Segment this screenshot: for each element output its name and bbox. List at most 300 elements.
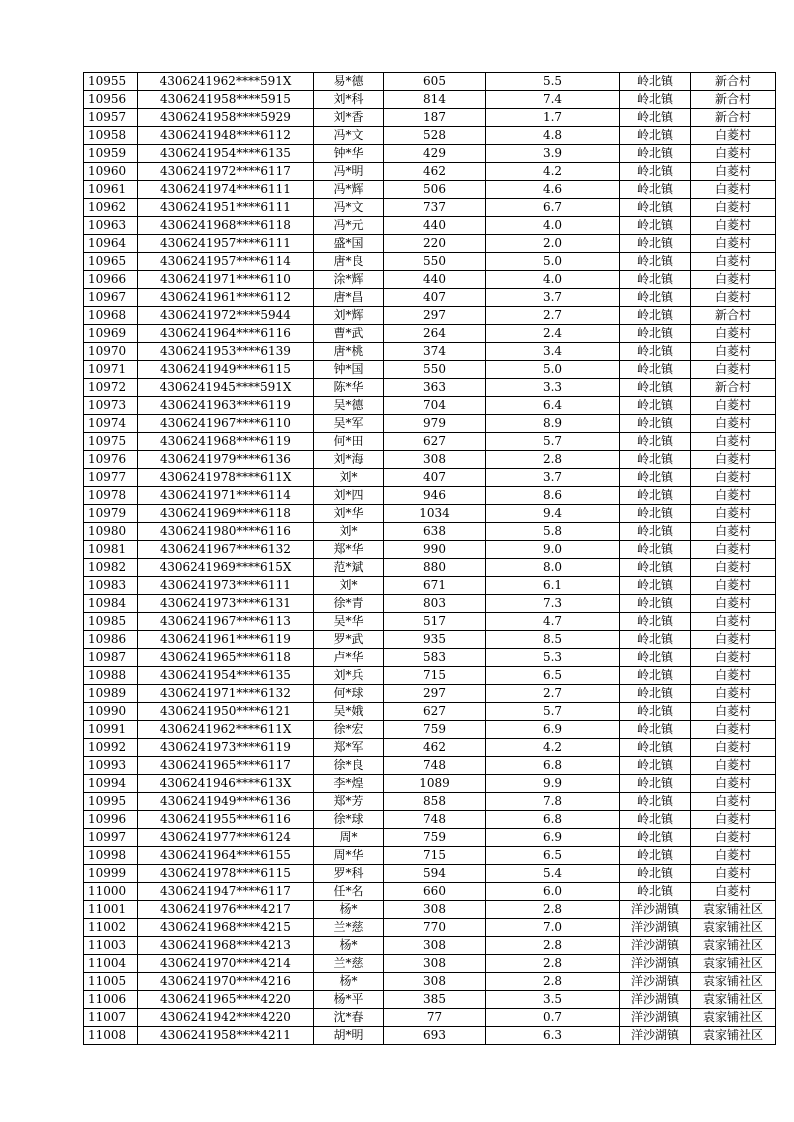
name-cell: 吴*娥 (314, 703, 384, 721)
village-cell: 袁家铺社区 (691, 901, 776, 919)
serial-number-cell: 10978 (84, 487, 138, 505)
table-row (84, 847, 776, 865)
table-row (84, 631, 776, 649)
name-cell: 唐*昌 (314, 289, 384, 307)
records-table-body (84, 73, 776, 1045)
table-row (84, 757, 776, 775)
amount-cell: 550 (384, 361, 486, 379)
id-number-cell: 4306241945****591X (138, 379, 314, 397)
amount-cell: 297 (384, 685, 486, 703)
table-row (84, 883, 776, 901)
village-cell: 白菱村 (691, 739, 776, 757)
amount-cell: 407 (384, 289, 486, 307)
village-cell: 白菱村 (691, 829, 776, 847)
amount-cell: 759 (384, 829, 486, 847)
amount-cell: 407 (384, 469, 486, 487)
serial-number-cell: 10988 (84, 667, 138, 685)
table-row (84, 811, 776, 829)
village-cell: 白菱村 (691, 865, 776, 883)
village-cell: 白菱村 (691, 163, 776, 181)
amount-cell: 671 (384, 577, 486, 595)
town-cell: 岭北镇 (620, 91, 691, 109)
town-cell: 洋沙湖镇 (620, 955, 691, 973)
serial-number-cell: 10971 (84, 361, 138, 379)
id-number-cell: 4306241970****4216 (138, 973, 314, 991)
town-cell: 岭北镇 (620, 253, 691, 271)
area-cell: 9.4 (486, 505, 620, 523)
amount-cell: 759 (384, 721, 486, 739)
town-cell: 岭北镇 (620, 847, 691, 865)
village-cell: 白菱村 (691, 577, 776, 595)
serial-number-cell: 11005 (84, 973, 138, 991)
village-cell: 新合村 (691, 307, 776, 325)
serial-number-cell: 10987 (84, 649, 138, 667)
table-row (84, 397, 776, 415)
table-row (84, 901, 776, 919)
village-cell: 白菱村 (691, 775, 776, 793)
name-cell: 周*华 (314, 847, 384, 865)
id-number-cell: 4306241955****6116 (138, 811, 314, 829)
amount-cell: 946 (384, 487, 486, 505)
amount-cell: 704 (384, 397, 486, 415)
amount-cell: 638 (384, 523, 486, 541)
amount-cell: 627 (384, 703, 486, 721)
area-cell: 5.5 (486, 73, 620, 91)
serial-number-cell: 10980 (84, 523, 138, 541)
table-row (84, 973, 776, 991)
id-number-cell: 4306241948****6112 (138, 127, 314, 145)
village-cell: 白菱村 (691, 667, 776, 685)
amount-cell: 308 (384, 973, 486, 991)
town-cell: 岭北镇 (620, 451, 691, 469)
table-row (84, 1009, 776, 1027)
area-cell: 3.4 (486, 343, 620, 361)
name-cell: 刘*辉 (314, 307, 384, 325)
town-cell: 岭北镇 (620, 775, 691, 793)
area-cell: 8.6 (486, 487, 620, 505)
area-cell: 7.3 (486, 595, 620, 613)
town-cell: 岭北镇 (620, 325, 691, 343)
area-cell: 2.4 (486, 325, 620, 343)
area-cell: 6.9 (486, 829, 620, 847)
name-cell: 吴*德 (314, 397, 384, 415)
serial-number-cell: 10957 (84, 109, 138, 127)
id-number-cell: 4306241968****4215 (138, 919, 314, 937)
town-cell: 岭北镇 (620, 703, 691, 721)
area-cell: 7.8 (486, 793, 620, 811)
village-cell: 袁家铺社区 (691, 1027, 776, 1045)
town-cell: 岭北镇 (620, 163, 691, 181)
town-cell: 岭北镇 (620, 379, 691, 397)
serial-number-cell: 10961 (84, 181, 138, 199)
table-row (84, 865, 776, 883)
id-number-cell: 4306241957****6114 (138, 253, 314, 271)
serial-number-cell: 10963 (84, 217, 138, 235)
serial-number-cell: 10994 (84, 775, 138, 793)
town-cell: 岭北镇 (620, 397, 691, 415)
id-number-cell: 4306241968****6119 (138, 433, 314, 451)
name-cell: 冯*文 (314, 127, 384, 145)
id-number-cell: 4306241972****5944 (138, 307, 314, 325)
serial-number-cell: 10993 (84, 757, 138, 775)
serial-number-cell: 10977 (84, 469, 138, 487)
table-row (84, 253, 776, 271)
serial-number-cell: 10999 (84, 865, 138, 883)
town-cell: 岭北镇 (620, 73, 691, 91)
id-number-cell: 4306241954****6135 (138, 667, 314, 685)
serial-number-cell: 10983 (84, 577, 138, 595)
amount-cell: 308 (384, 451, 486, 469)
amount-cell: 979 (384, 415, 486, 433)
town-cell: 岭北镇 (620, 631, 691, 649)
town-cell: 岭北镇 (620, 685, 691, 703)
table-row (84, 595, 776, 613)
area-cell: 2.7 (486, 685, 620, 703)
serial-number-cell: 10960 (84, 163, 138, 181)
id-number-cell: 4306241965****6117 (138, 757, 314, 775)
amount-cell: 187 (384, 109, 486, 127)
village-cell: 袁家铺社区 (691, 919, 776, 937)
table-row (84, 685, 776, 703)
village-cell: 新合村 (691, 73, 776, 91)
amount-cell: 220 (384, 235, 486, 253)
town-cell: 洋沙湖镇 (620, 937, 691, 955)
area-cell: 0.7 (486, 1009, 620, 1027)
amount-cell: 385 (384, 991, 486, 1009)
id-number-cell: 4306241951****6111 (138, 199, 314, 217)
amount-cell: 440 (384, 271, 486, 289)
town-cell: 洋沙湖镇 (620, 919, 691, 937)
town-cell: 岭北镇 (620, 541, 691, 559)
name-cell: 周* (314, 829, 384, 847)
name-cell: 杨* (314, 973, 384, 991)
name-cell: 郑*芳 (314, 793, 384, 811)
id-number-cell: 4306241950****6121 (138, 703, 314, 721)
name-cell: 刘* (314, 523, 384, 541)
amount-cell: 880 (384, 559, 486, 577)
name-cell: 杨* (314, 937, 384, 955)
name-cell: 刘* (314, 469, 384, 487)
name-cell: 刘*香 (314, 109, 384, 127)
table-row (84, 91, 776, 109)
town-cell: 岭北镇 (620, 757, 691, 775)
amount-cell: 308 (384, 955, 486, 973)
town-cell: 岭北镇 (620, 307, 691, 325)
town-cell: 岭北镇 (620, 469, 691, 487)
name-cell: 兰*慈 (314, 919, 384, 937)
serial-number-cell: 11007 (84, 1009, 138, 1027)
town-cell: 岭北镇 (620, 109, 691, 127)
name-cell: 徐*良 (314, 757, 384, 775)
village-cell: 白菱村 (691, 595, 776, 613)
id-number-cell: 4306241958****5929 (138, 109, 314, 127)
amount-cell: 308 (384, 901, 486, 919)
id-number-cell: 4306241973****6119 (138, 739, 314, 757)
amount-cell: 264 (384, 325, 486, 343)
area-cell: 4.8 (486, 127, 620, 145)
serial-number-cell: 11004 (84, 955, 138, 973)
area-cell: 8.9 (486, 415, 620, 433)
area-cell: 6.8 (486, 811, 620, 829)
table-row (84, 829, 776, 847)
area-cell: 5.3 (486, 649, 620, 667)
id-number-cell: 4306241980****6116 (138, 523, 314, 541)
serial-number-cell: 10955 (84, 73, 138, 91)
serial-number-cell: 10984 (84, 595, 138, 613)
village-cell: 新合村 (691, 91, 776, 109)
name-cell: 卢*华 (314, 649, 384, 667)
town-cell: 岭北镇 (620, 721, 691, 739)
serial-number-cell: 10968 (84, 307, 138, 325)
serial-number-cell: 10972 (84, 379, 138, 397)
name-cell: 郑*军 (314, 739, 384, 757)
id-number-cell: 4306241958****5915 (138, 91, 314, 109)
serial-number-cell: 10976 (84, 451, 138, 469)
village-cell: 白菱村 (691, 685, 776, 703)
name-cell: 吴*军 (314, 415, 384, 433)
amount-cell: 550 (384, 253, 486, 271)
serial-number-cell: 10974 (84, 415, 138, 433)
serial-number-cell: 10985 (84, 613, 138, 631)
serial-number-cell: 10992 (84, 739, 138, 757)
town-cell: 岭北镇 (620, 811, 691, 829)
village-cell: 白菱村 (691, 343, 776, 361)
village-cell: 袁家铺社区 (691, 973, 776, 991)
area-cell: 9.9 (486, 775, 620, 793)
area-cell: 5.0 (486, 253, 620, 271)
amount-cell: 308 (384, 937, 486, 955)
town-cell: 洋沙湖镇 (620, 1027, 691, 1045)
id-number-cell: 4306241969****615X (138, 559, 314, 577)
amount-cell: 660 (384, 883, 486, 901)
table-row (84, 361, 776, 379)
village-cell: 白菱村 (691, 541, 776, 559)
village-cell: 白菱村 (691, 289, 776, 307)
name-cell: 范*斌 (314, 559, 384, 577)
town-cell: 岭北镇 (620, 217, 691, 235)
name-cell: 冯*元 (314, 217, 384, 235)
table-row (84, 505, 776, 523)
table-row (84, 523, 776, 541)
village-cell: 白菱村 (691, 649, 776, 667)
table-row (84, 127, 776, 145)
area-cell: 9.0 (486, 541, 620, 559)
area-cell: 3.9 (486, 145, 620, 163)
town-cell: 岭北镇 (620, 865, 691, 883)
id-number-cell: 4306241965****4220 (138, 991, 314, 1009)
id-number-cell: 4306241942****4220 (138, 1009, 314, 1027)
area-cell: 4.0 (486, 271, 620, 289)
id-number-cell: 4306241977****6124 (138, 829, 314, 847)
name-cell: 罗*科 (314, 865, 384, 883)
village-cell: 白菱村 (691, 199, 776, 217)
amount-cell: 374 (384, 343, 486, 361)
serial-number-cell: 11001 (84, 901, 138, 919)
id-number-cell: 4306241962****591X (138, 73, 314, 91)
serial-number-cell: 10956 (84, 91, 138, 109)
town-cell: 洋沙湖镇 (620, 1009, 691, 1027)
id-number-cell: 4306241964****6155 (138, 847, 314, 865)
name-cell: 刘*科 (314, 91, 384, 109)
table-row (84, 217, 776, 235)
id-number-cell: 4306241963****6119 (138, 397, 314, 415)
id-number-cell: 4306241947****6117 (138, 883, 314, 901)
area-cell: 1.7 (486, 109, 620, 127)
area-cell: 4.6 (486, 181, 620, 199)
amount-cell: 528 (384, 127, 486, 145)
name-cell: 唐*桃 (314, 343, 384, 361)
amount-cell: 594 (384, 865, 486, 883)
village-cell: 白菱村 (691, 631, 776, 649)
name-cell: 曹*武 (314, 325, 384, 343)
serial-number-cell: 11003 (84, 937, 138, 955)
table-row (84, 271, 776, 289)
area-cell: 6.5 (486, 667, 620, 685)
table-row (84, 613, 776, 631)
village-cell: 白菱村 (691, 793, 776, 811)
serial-number-cell: 10970 (84, 343, 138, 361)
table-row (84, 793, 776, 811)
id-number-cell: 4306241961****6119 (138, 631, 314, 649)
serial-number-cell: 10964 (84, 235, 138, 253)
id-number-cell: 4306241962****611X (138, 721, 314, 739)
table-row (84, 73, 776, 91)
area-cell: 6.4 (486, 397, 620, 415)
name-cell: 罗*武 (314, 631, 384, 649)
id-number-cell: 4306241968****4213 (138, 937, 314, 955)
area-cell: 2.8 (486, 451, 620, 469)
id-number-cell: 4306241973****6131 (138, 595, 314, 613)
area-cell: 2.7 (486, 307, 620, 325)
area-cell: 4.7 (486, 613, 620, 631)
town-cell: 岭北镇 (620, 343, 691, 361)
serial-number-cell: 10967 (84, 289, 138, 307)
amount-cell: 748 (384, 757, 486, 775)
table-row (84, 487, 776, 505)
name-cell: 何*田 (314, 433, 384, 451)
amount-cell: 715 (384, 667, 486, 685)
table-row (84, 919, 776, 937)
name-cell: 徐*青 (314, 595, 384, 613)
town-cell: 岭北镇 (620, 829, 691, 847)
village-cell: 白菱村 (691, 883, 776, 901)
amount-cell: 693 (384, 1027, 486, 1045)
table-row (84, 451, 776, 469)
table-row (84, 325, 776, 343)
table-row (84, 955, 776, 973)
town-cell: 岭北镇 (620, 523, 691, 541)
name-cell: 陈*华 (314, 379, 384, 397)
id-number-cell: 4306241953****6139 (138, 343, 314, 361)
id-number-cell: 4306241954****6135 (138, 145, 314, 163)
serial-number-cell: 10982 (84, 559, 138, 577)
amount-cell: 462 (384, 739, 486, 757)
id-number-cell: 4306241978****6115 (138, 865, 314, 883)
village-cell: 袁家铺社区 (691, 1009, 776, 1027)
serial-number-cell: 10990 (84, 703, 138, 721)
amount-cell: 803 (384, 595, 486, 613)
amount-cell: 990 (384, 541, 486, 559)
name-cell: 刘*华 (314, 505, 384, 523)
id-number-cell: 4306241971****6110 (138, 271, 314, 289)
amount-cell: 605 (384, 73, 486, 91)
village-cell: 白菱村 (691, 433, 776, 451)
village-cell: 白菱村 (691, 469, 776, 487)
area-cell: 7.4 (486, 91, 620, 109)
area-cell: 2.8 (486, 937, 620, 955)
village-cell: 白菱村 (691, 811, 776, 829)
table-row (84, 145, 776, 163)
area-cell: 8.5 (486, 631, 620, 649)
village-cell: 白菱村 (691, 235, 776, 253)
table-row (84, 649, 776, 667)
area-cell: 2.8 (486, 955, 620, 973)
area-cell: 6.5 (486, 847, 620, 865)
village-cell: 白菱村 (691, 127, 776, 145)
town-cell: 岭北镇 (620, 613, 691, 631)
id-number-cell: 4306241974****6111 (138, 181, 314, 199)
town-cell: 岭北镇 (620, 739, 691, 757)
town-cell: 岭北镇 (620, 883, 691, 901)
id-number-cell: 4306241964****6116 (138, 325, 314, 343)
name-cell: 盛*国 (314, 235, 384, 253)
town-cell: 岭北镇 (620, 577, 691, 595)
serial-number-cell: 10996 (84, 811, 138, 829)
name-cell: 刘*四 (314, 487, 384, 505)
village-cell: 袁家铺社区 (691, 955, 776, 973)
name-cell: 刘* (314, 577, 384, 595)
amount-cell: 748 (384, 811, 486, 829)
area-cell: 3.5 (486, 991, 620, 1009)
area-cell: 6.1 (486, 577, 620, 595)
amount-cell: 77 (384, 1009, 486, 1027)
table-row (84, 415, 776, 433)
town-cell: 岭北镇 (620, 649, 691, 667)
serial-number-cell: 10959 (84, 145, 138, 163)
serial-number-cell: 10998 (84, 847, 138, 865)
village-cell: 白菱村 (691, 523, 776, 541)
amount-cell: 770 (384, 919, 486, 937)
area-cell: 6.9 (486, 721, 620, 739)
town-cell: 岭北镇 (620, 289, 691, 307)
area-cell: 2.8 (486, 973, 620, 991)
serial-number-cell: 10973 (84, 397, 138, 415)
table-row (84, 577, 776, 595)
village-cell: 白菱村 (691, 361, 776, 379)
id-number-cell: 4306241965****6118 (138, 649, 314, 667)
amount-cell: 297 (384, 307, 486, 325)
amount-cell: 737 (384, 199, 486, 217)
name-cell: 郑*华 (314, 541, 384, 559)
village-cell: 白菱村 (691, 847, 776, 865)
serial-number-cell: 11008 (84, 1027, 138, 1045)
id-number-cell: 4306241971****6132 (138, 685, 314, 703)
id-number-cell: 4306241976****4217 (138, 901, 314, 919)
id-number-cell: 4306241957****6111 (138, 235, 314, 253)
serial-number-cell: 10991 (84, 721, 138, 739)
village-cell: 新合村 (691, 379, 776, 397)
area-cell: 3.7 (486, 289, 620, 307)
village-cell: 白菱村 (691, 703, 776, 721)
name-cell: 刘*海 (314, 451, 384, 469)
town-cell: 岭北镇 (620, 793, 691, 811)
table-row (84, 379, 776, 397)
town-cell: 岭北镇 (620, 181, 691, 199)
village-cell: 白菱村 (691, 253, 776, 271)
village-cell: 白菱村 (691, 505, 776, 523)
table-row (84, 937, 776, 955)
name-cell: 冯*明 (314, 163, 384, 181)
